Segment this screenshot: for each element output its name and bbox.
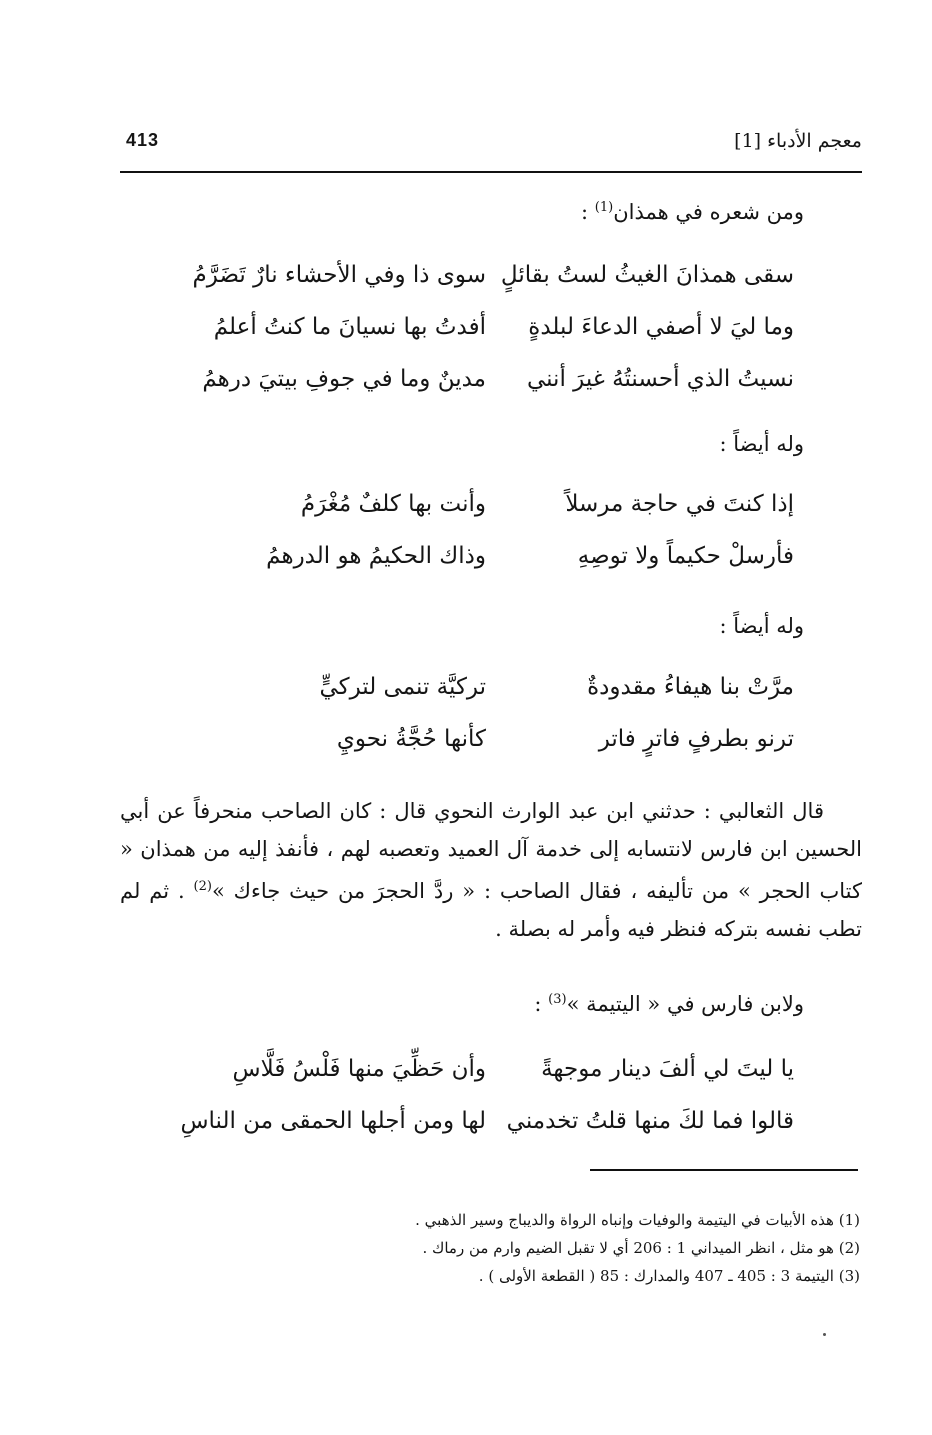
header-title: معجم الأدباء [1] (734, 130, 862, 152)
verse-first-hemistich: سقى همذانَ الغيثُ لستُ بقائلٍ (500, 262, 794, 288)
section4-intro (534, 992, 804, 1016)
footnotes (140, 1206, 860, 1290)
verse-line (120, 726, 862, 778)
section4-verses (120, 1056, 862, 1160)
verse-second-hemistich: وأنت بها كلفٌ مُغْرَمُ (300, 491, 486, 517)
section1-verses (120, 262, 862, 418)
verse-second-hemistich: تركيَّة تنمى لتركيٍّ (319, 674, 486, 700)
verse-line (120, 314, 862, 366)
running-header (120, 128, 862, 160)
verse-line (120, 1056, 862, 1108)
page-number: 413 (126, 130, 160, 150)
verse-first-hemistich: ترنو بطرفٍ فاترٍ فاتر (598, 726, 794, 752)
section1-intro (581, 200, 804, 224)
verse-line (120, 366, 862, 418)
verse-first-hemistich: نسيتُ الذي أحسنتُهُ غيرَ أنني (526, 366, 794, 392)
verse-first-hemistich: وما ليَ لا أصفي الدعاءَ لبلدةٍ (528, 314, 794, 340)
footnote-rule (590, 1169, 858, 1171)
section3-verses (120, 674, 862, 778)
verse-first-hemistich: يا ليتَ لي ألفَ دينار موجهةً (541, 1056, 794, 1082)
verse-line (120, 543, 862, 595)
verse-second-hemistich: كأنها حُجَّةُ نحويِ (336, 726, 486, 752)
section4-intro-text: ولابن فارس في « اليتيمة » (566, 992, 804, 1016)
section1-intro-text: ومن شعره في همذان (613, 200, 804, 224)
paragraph-text: قال الثعالبي : حدثني ابن عبد الوارث النحوي قال : كان الصاحب منحرفاً عن أبي الحسين ابن فارس لانتسابه إلى خدمة آل العميد وتعصبه لهم ، فأنفذ إليه من همذان « كتاب الحجر » من تأليفه ، فقال الصاحب : « ردَّ الحجرَ من حيث جاءك » (120, 799, 862, 903)
footnote-1: (1) هذه الأبيات في اليتيمة والوفيات وإنباه الرواة والديباج وسير الذهبي . (415, 1211, 860, 1229)
verse-first-hemistich: فأرسلْ حكيماً ولا توصِهِ (577, 543, 794, 569)
section3-intro: وله أيضاً : (719, 614, 804, 638)
verse-second-hemistich: وأن حَظِّيَ منها فَلْسُ فَلَّاسِ (232, 1056, 486, 1082)
footnote-ref-1: (1) (594, 200, 614, 215)
verse-second-hemistich: وذاك الحكيمُ هو الدرهمُ (266, 543, 486, 569)
verse-second-hemistich: لها ومن أجلها الحمقى من الناسِ (180, 1108, 486, 1134)
footnote-ref-2: (2) (193, 879, 212, 894)
verse-first-hemistich: إذا كنتَ في حاجة مرسلاً (565, 491, 794, 517)
verse-line (120, 262, 862, 314)
verse-line (120, 674, 862, 726)
footnote-2: (2) هو مثل ، انظر الميداني 1 : 206 أي لا تقبل الضيم وارم من رماك . (422, 1239, 860, 1257)
section1-intro-tail: : (581, 200, 595, 224)
prose-paragraph (120, 792, 862, 948)
header-rule (120, 171, 862, 173)
footnote-ref-3: (3) (548, 992, 567, 1007)
section2-verses (120, 491, 862, 595)
stray-dot (823, 1333, 826, 1336)
paragraph-text-end: . ثم لم تطب نفسه بتركه فنظر فيه وأمر له بصلة . (120, 879, 862, 941)
section4-intro-tail: : (534, 992, 549, 1016)
section2-intro: وله أيضاً : (719, 432, 804, 456)
verse-line (120, 1108, 862, 1160)
footnote-3: (3) اليتيمة 3 : 405 ـ 407 والمدارك : 85 ( القطعة الأولى ) . (478, 1267, 860, 1285)
verse-line (120, 491, 862, 543)
verse-second-hemistich: سوى ذا وفي الأحشاء نارٌ تَضَرَّمُ (192, 262, 486, 288)
verse-second-hemistich: أفدتُ بها نسيانَ ما كنتُ أعلمُ (213, 314, 486, 340)
verse-first-hemistich: مرَّتْ بنا هيفاءُ مقدودةٌ (587, 674, 794, 700)
verse-second-hemistich: مدينٌ وما في جوفِ بيتيَ درهمُ (202, 366, 486, 392)
verse-first-hemistich: قالوا فما لكَ منها قلتُ تخدمني (506, 1108, 794, 1134)
